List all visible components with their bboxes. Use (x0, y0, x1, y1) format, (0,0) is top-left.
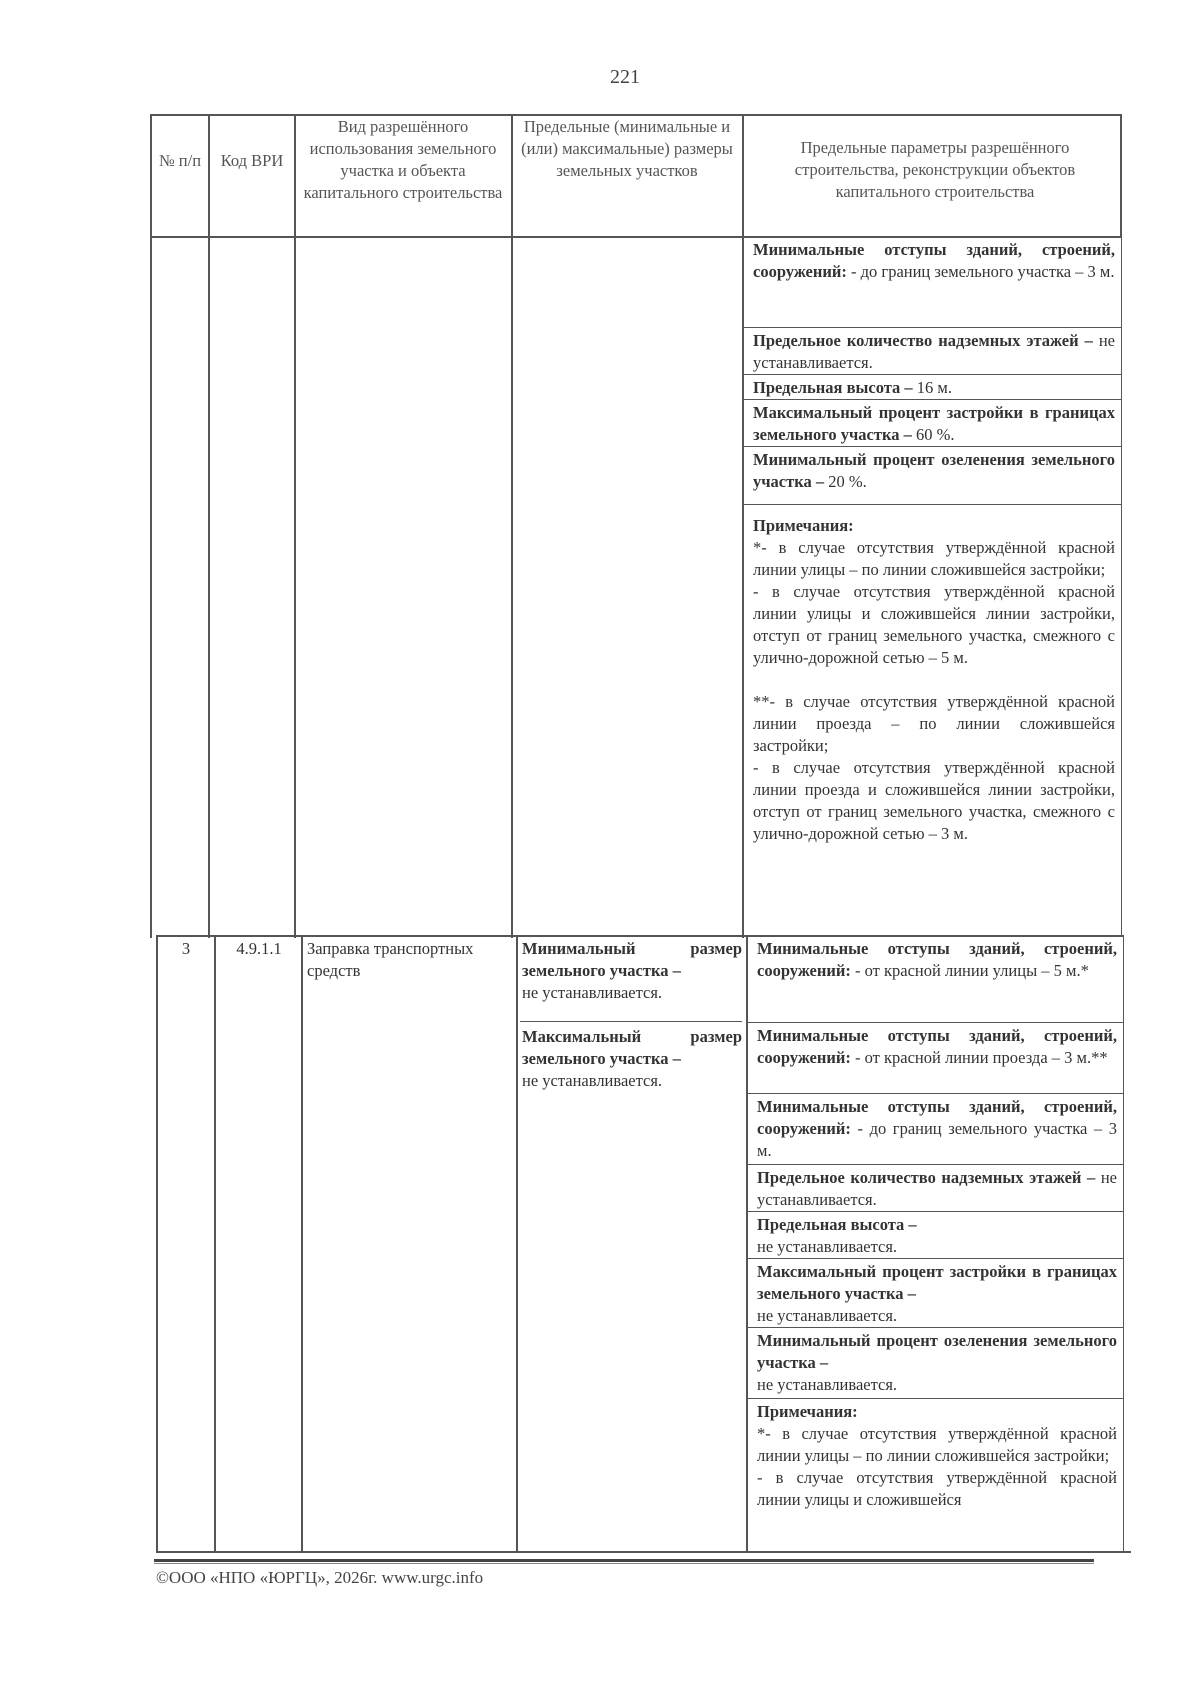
notes-title: Примечания: (753, 516, 854, 535)
size-value: не устанавливается. (522, 1071, 663, 1090)
note-item: **- в случае отсутствия утверждённой красной линии проезда – по линии сложившейся застройки; (753, 692, 1115, 755)
param-value: не устанавливается. (753, 331, 1115, 372)
param-block-setback-drive (746, 1022, 1124, 1094)
param-block-floors (742, 327, 1122, 375)
header-num: № п/п (158, 151, 202, 170)
param-block-setback-street (746, 935, 1124, 1023)
col-divider-3 (511, 114, 513, 938)
param-block-greening (746, 1327, 1124, 1399)
note-item: *- в случае отсутствия утверждённой красной линии улицы – по линии сложившейся застройки; (757, 1424, 1117, 1465)
param-value: 20 %. (828, 472, 867, 491)
footer-rule-thin (154, 1563, 1094, 1564)
param-title: Минимальные отступы зданий, строений, сооружений: (753, 240, 1115, 281)
param-block-floors (746, 1164, 1124, 1212)
param-title: Предельное количество надземных этажей – (757, 1168, 1096, 1187)
max-size-block (520, 1026, 742, 1092)
size-value: не устанавливается. (522, 983, 663, 1002)
footer-copyright: ©ООО «НПО «ЮРГЦ», 2026г. www.urgc.info (156, 1568, 484, 1587)
page-number: 221 (610, 66, 640, 88)
header-code: Код ВРИ (220, 151, 284, 170)
table-right-border (1120, 114, 1122, 238)
use-kind: Заправка транспортных средств (307, 939, 474, 980)
param-value: 16 м. (916, 378, 952, 397)
param-block-setback-border (746, 1093, 1124, 1165)
param-title: Предельное количество надземных этажей – (753, 331, 1093, 350)
size-title: Максимальный размер земельного участка – (522, 1027, 742, 1068)
param-title: Минимальные отступы зданий, строений, сооружений: (757, 1026, 1117, 1067)
min-size-block (520, 938, 742, 1022)
param-title: Максимальный процент застройки в границах земельного участка – (757, 1262, 1117, 1303)
param-value: не устанавливается. (757, 1306, 898, 1325)
param-title: Минимальные отступы зданий, строений, сооружений: (757, 1097, 1117, 1138)
table-left-border-lower (156, 935, 158, 1552)
header-size: Предельные (минимальные и (или) максимальные) размеры земельных участков (521, 117, 733, 180)
note-item: *- в случае отсутствия утверждённой красной линии улицы – по линии сложившейся застройки; (753, 538, 1115, 579)
param-title: Минимальный процент озеленения земельного участка – (753, 450, 1115, 491)
param-value: не устанавливается. (757, 1237, 898, 1256)
param-block-coverage (746, 1258, 1124, 1328)
col-divider-2 (294, 114, 296, 938)
table-left-border (150, 114, 152, 938)
param-title: Предельная высота – (757, 1215, 917, 1234)
param-block-height (746, 1211, 1124, 1259)
param-value: не устанавливается. (757, 1168, 1117, 1209)
header-kind: Вид разрешённого использования земельного участка и объекта капитального строительства (303, 117, 503, 202)
note-item: - в случае отсутствия утверждённой красной линии улицы и сложившейся линии застройки, отступ от границ земельного участка, смежного с улично-дорожной сетью – 5 м. (753, 582, 1115, 667)
param-block-coverage (742, 399, 1122, 447)
param-block-setbacks (742, 236, 1122, 328)
param-value: 60 %. (915, 425, 955, 444)
notes-block (742, 504, 1122, 936)
col-divider-1 (208, 114, 210, 938)
note-item: - в случае отсутствия утверждённой красной линии улицы и сложившейся (757, 1468, 1117, 1509)
param-title: Минимальные отступы зданий, строений, сооружений: (757, 939, 1117, 980)
notes-block (746, 1398, 1124, 1552)
col-divider-3-lower (516, 935, 518, 1552)
row-number: 3 (181, 939, 191, 958)
header-params: Предельные параметры разрешённого строительства, реконструкции объектов капитального строительства (794, 138, 1076, 201)
col-divider-1-lower (214, 935, 216, 1552)
note-item: - в случае отсутствия утверждённой красной линии проезда и сложившейся линии застройки, отступ от границ земельного участка, смежного с улично-дорожной сетью – 3 м. (753, 758, 1115, 843)
param-title: Максимальный процент застройки в границах земельного участка – (753, 403, 1115, 444)
size-title: Минимальный размер земельного участка – (522, 939, 742, 980)
param-value: - от красной линии улицы – 5 м.* (855, 961, 1089, 980)
param-title: Минимальный процент озеленения земельного участка – (757, 1331, 1117, 1372)
footer-rule (154, 1559, 1094, 1562)
param-value: - от красной линии проезда – 3 м.** (855, 1048, 1108, 1067)
notes-title: Примечания: (757, 1402, 858, 1421)
col-divider-2-lower (301, 935, 303, 1552)
param-block-greening (742, 446, 1122, 505)
param-block-height (742, 374, 1122, 400)
param-value: не устанавливается. (757, 1375, 898, 1394)
param-value: - до границ земельного участка – 3 м. (757, 1119, 1118, 1160)
vri-code: 4.9.1.1 (236, 939, 282, 958)
param-title: Предельная высота – (753, 378, 913, 397)
param-value: - до границ земельного участка – 3 м. (851, 262, 1115, 281)
